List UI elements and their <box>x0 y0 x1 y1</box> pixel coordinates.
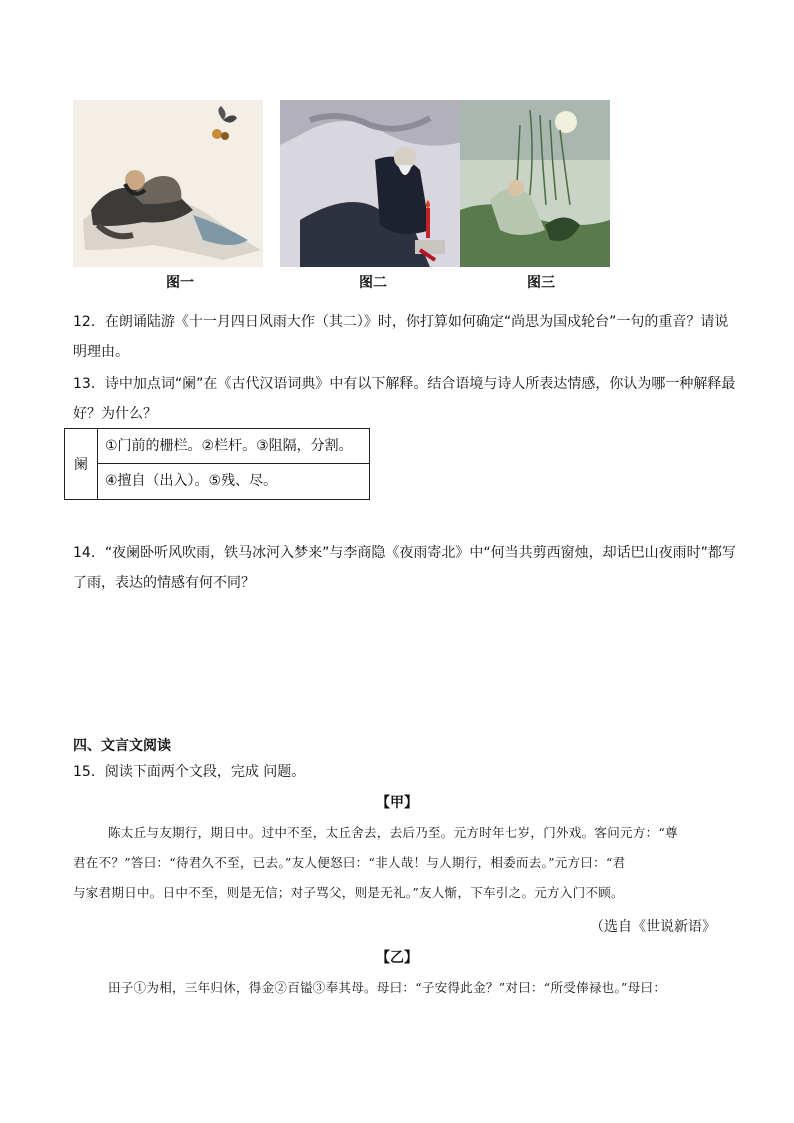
question-15: 15．阅读下面两个文段，完成 问题。 <box>73 764 306 780</box>
passage-yi-line-1: 田子①为相，三年归休，得金②百镒③奉其母。母曰：“子安得此金？”对曰：“所受俸禄也。”母曰： <box>108 980 667 995</box>
table-head-character: 阑 <box>65 429 98 499</box>
table-row-1: ①门前的栅栏。②栏杆。③阻隔，分割。 <box>97 429 369 464</box>
section-4-heading: 四、文言文阅读 <box>73 738 171 754</box>
illustration-reclining-poet <box>73 100 263 267</box>
table-row-2: ④擅自（出入）。⑤残、尽。 <box>105 473 278 489</box>
caption-figure-2: 图二 <box>359 275 387 291</box>
passage-jia-title: 【甲】 <box>376 795 418 811</box>
passage-yi-title: 【乙】 <box>376 950 418 966</box>
passage-jia-line-3: 与家君期日中。日中不至，则是无信；对子骂父，则是无礼。”友人惭，下车引之。元方入门不顾。 <box>73 885 624 900</box>
definition-table <box>64 428 370 500</box>
passage-jia-line-2: 君在不？”答曰：“待君久不至，已去。”友人便怒曰：“非人哉！与人期行，相委而去。”元方曰：“君 <box>73 855 626 870</box>
question-14-line-2: 了雨，表达的情感有何不同？ <box>73 575 255 591</box>
question-14-line-1: 14．“夜阑卧听风吹雨，铁马冰河入梦来”与李商隐《夜雨寄北》中“何当共剪西窗烛，却话巴山夜雨时”都写 <box>73 545 736 561</box>
illustration-seated-elder <box>280 100 470 267</box>
illustration-moonlit-willow <box>460 100 610 267</box>
passage-jia-source: （选自《世说新语》 <box>590 919 716 935</box>
question-12-line-2: 明理由。 <box>73 344 129 360</box>
passage-jia-line-1: 陈太丘与友期行，期日中。过中不至，太丘舍去，去后乃至。元方时年七岁，门外戏。客问元方：“尊 <box>108 825 678 840</box>
question-13-line-1: 13．诗中加点词“阑”在《古代汉语词典》中有以下解释。结合语境与诗人所表达情感，你认为哪一种解释最 <box>73 376 736 392</box>
caption-figure-3: 图三 <box>527 275 555 291</box>
question-13-line-2: 好？为什么？ <box>73 406 157 422</box>
caption-figure-1: 图一 <box>166 275 194 291</box>
question-12-line-1: 12．在朗诵陆游《十一月四日风雨大作（其二）》时，你打算如何确定“尚思为国戍轮台”一句的重音？请说 <box>73 314 729 330</box>
